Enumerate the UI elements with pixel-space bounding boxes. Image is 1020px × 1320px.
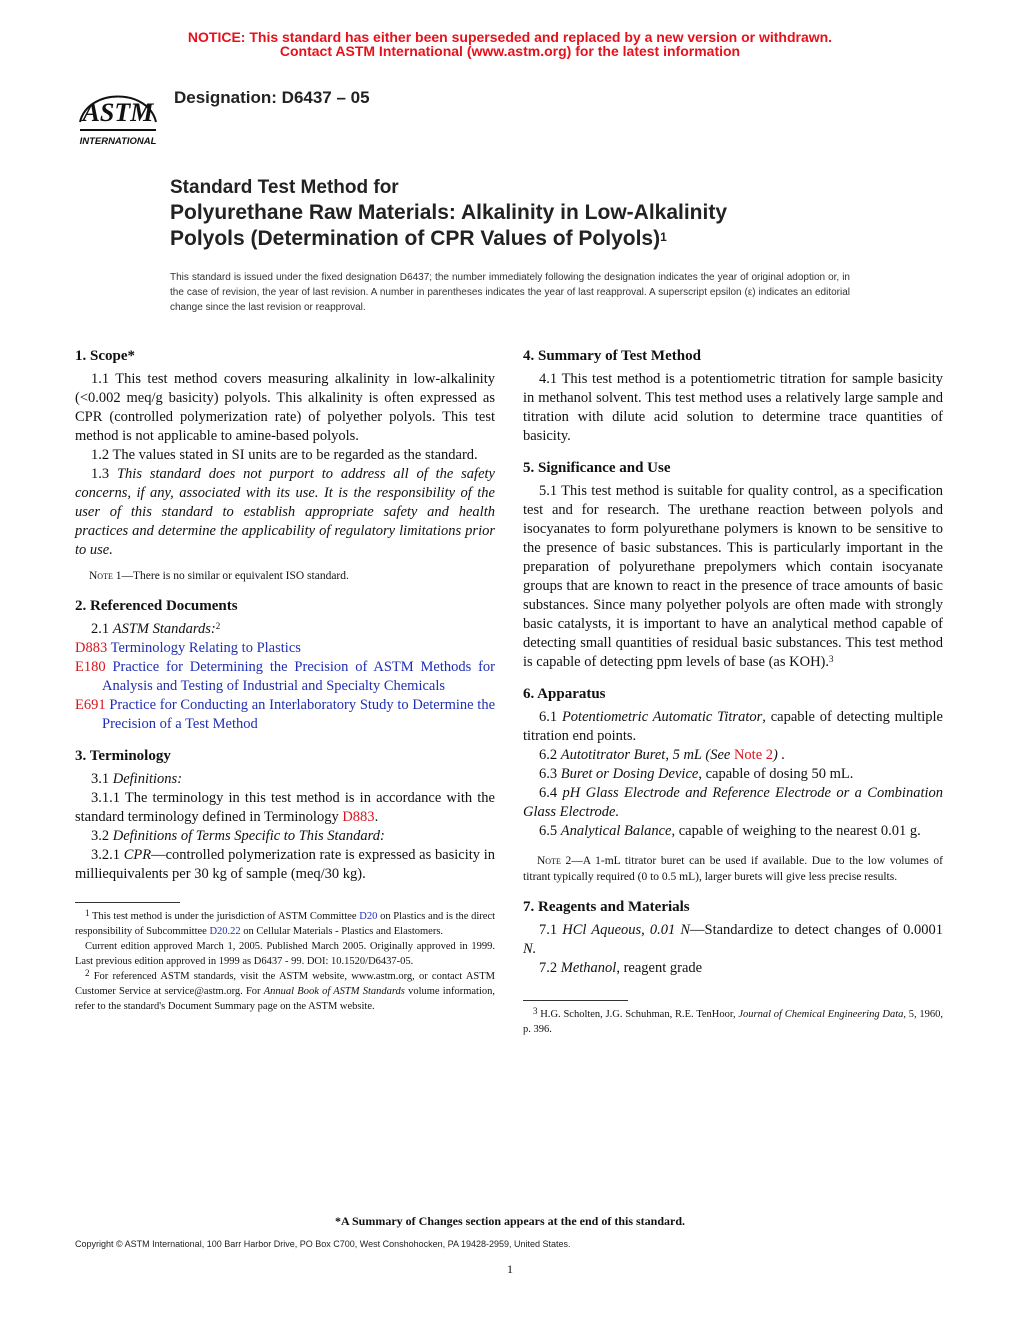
summary-heading: 4. Summary of Test Method (523, 348, 701, 364)
note-2-link[interactable]: Note 2 (733, 747, 773, 763)
section-scope (75, 346, 495, 584)
issued-statement: This standard is issued under the fixed designation D6437; the number immediately following the designation indicates the year of original adoption or, in the case of revision, the year of last revision. A number in parentheses indicates the year of last reapproval. A superscript epsilon (ε) indicates an editorial change since the last revision or reapproval. (170, 272, 850, 313)
apparatus-6-1: 6.1 Potentiometric Automatic Titrator, capable of detecting multiple titration end points. (523, 709, 943, 744)
scope-1-3: 1.3 This standard does not purport to address all of the safety concerns, if any, associated with its use. It is the responsibility of the user of this standard to establish appropriate safety and health practices and determine the applicability of regulatory limitations prior to use. (75, 466, 495, 558)
scope-1-1: 1.1 This test method covers measuring alkalinity in low-alkalinity (<0.002 meq/g basicity) polyols. This alkalinity is often expressed as CPR (controlled polymerization rate) of polyether polyols. This test method is not applicable to amine-based polyols. (75, 371, 495, 444)
apparatus-6-5: 6.5 Analytical Balance, capable of weighing to the nearest 0.01 g. (539, 823, 921, 839)
section-significance (523, 458, 943, 672)
scope-heading: 1. Scope* (75, 348, 135, 364)
summary-4-1: 4.1 This test method is a potentiometric titration for sample basicity in methanol solvent. This test method uses a relatively large sample and titration with dilute acid solution to determine trace quantities of basicity. (523, 371, 943, 444)
section-terminology (75, 746, 495, 884)
notice-line-1: NOTICE: This standard has either been superseded and replaced by a new version or withdrawn. (187, 29, 833, 45)
reagents-7-2: 7.2 Methanol, reagent grade (539, 960, 703, 976)
note-2: Note 2—A 1-mL titrator buret can be used if available. Due to the low volumes of titrant typically required (0 to 0.5 mL), larger burets will give less precise results. (523, 855, 944, 883)
ref-d883[interactable]: D883 Terminology Relating to Plastics (75, 640, 301, 656)
footnote-rule-left (75, 902, 180, 903)
apparatus-6-2: 6.2 Autotitrator Buret, 5 mL (See Note 2) . (539, 747, 786, 763)
significance-heading: 5. Significance and Use (523, 460, 671, 476)
terminology-3-2-1: 3.2.1 CPR—controlled polymerization rate is expressed as basicity in milliequivalents per 30 kg of sample (meq/30 kg). (75, 847, 496, 882)
apparatus-6-4: 6.4 pH Glass Electrode and Reference Electrode or a Combination Glass Electrode. (523, 785, 944, 820)
left-column (75, 346, 495, 1014)
terminology-d883-link[interactable]: D883 (342, 809, 375, 825)
section-summary (523, 346, 943, 446)
logo-subtext: INTERNATIONAL (79, 136, 157, 147)
footnotes-right (523, 1007, 943, 1037)
apparatus-heading: 6. Apparatus (523, 686, 606, 702)
footnote-3: $^3$ H.G. Scholten, J.G. Schuhman, R.E. TenHoor, Journal of Chemical Engineering Data, 5, 1960, p. 396. (523, 1006, 944, 1035)
terminology-3-1: 3.1 Definitions: (91, 771, 183, 787)
copyright: Copyright © ASTM International, 100 Barr Harbor Drive, PO Box C700, West Conshohocken, PA 19428-2959, United States. (75, 1239, 571, 1249)
section-referenced (75, 596, 495, 734)
page-number: 1 (507, 1262, 513, 1276)
designation: Designation: D6437 – 05 (174, 88, 370, 107)
referenced-heading: 2. Referenced Documents (75, 598, 238, 614)
logo-text: ASTM (82, 98, 154, 127)
title-line-2: Polyurethane Raw Materials: Alkalinity in Low-Alkalinity (170, 201, 728, 224)
right-column (523, 346, 943, 1037)
referenced-2-1: 2.1 ASTM Standards:$^2$ (91, 621, 221, 637)
section-apparatus (523, 684, 943, 885)
notice-line-2: Contact ASTM International (www.astm.org) for the latest information (279, 43, 741, 59)
title-footnote-mark: 1 (660, 230, 667, 244)
title-line-3: Polyols (Determination of CPR Values of Polyols)$^1$ (170, 227, 667, 250)
section-reagents (523, 897, 943, 978)
ref-e180[interactable]: E180 Practice for Determining the Precision of ASTM Methods for Analysis and Testing of Industrial and Specialty Chemicals (75, 659, 495, 694)
footnote-2: $^2$ For referenced ASTM standards, visit the ASTM website, www.astm.org, or contact ASTM Customer Service at service@astm.org. For Annual Book of ASTM Standards volume information, refer to the standard's Document Summary page on the ASTM website. (75, 968, 496, 1012)
summary-of-changes-note: *A Summary of Changes section appears at the end of this standard. (334, 1214, 686, 1228)
footnote-rule-right (523, 1000, 628, 1001)
terminology-3-1-1: 3.1.1 The terminology in this test method is in accordance with the standard terminology defined in Terminology D883. (75, 790, 495, 825)
terminology-heading: 3. Terminology (75, 748, 171, 764)
scope-1-2: 1.2 The values stated in SI units are to be regarded as the standard. (91, 447, 478, 463)
ref-e691[interactable]: E691 Practice for Conducting an Interlaboratory Study to Determine the Precision of a Test Method (75, 697, 496, 732)
footnote-1-edition: Current edition approved March 1, 2005. Published March 2005. Originally approved in 1999. Last previous edition approved in 1999 as D6437 - 99. DOI: 10.1520/D6437-05. (75, 941, 495, 967)
title-line-1: Standard Test Method for (170, 177, 399, 198)
note-1: Note 1—There is no similar or equivalent ISO standard. (89, 570, 349, 582)
footnote-1: $^1$ This test method is under the jurisdiction of ASTM Committee D20 on Plastics and is the direct responsibility of Subcommittee D20.22 on Cellular Materials - Plastics and Elastomers. (75, 908, 496, 937)
apparatus-6-3: 6.3 Buret or Dosing Device, capable of dosing 50 mL. (539, 766, 854, 782)
astm-logo-icon (74, 78, 162, 150)
terminology-3-2: 3.2 Definitions of Terms Specific to This Standard: (91, 828, 385, 844)
reagents-heading: 7. Reagents and Materials (523, 899, 690, 915)
significance-5-1: 5.1 This test method is suitable for quality control, as a specification test and for research. The urethane reaction between polyols and isocyanates to form polyurethane polymers is known to be sensitive to the presence of basic substances. This is particularly important in the preparation of polyurethane prepolymers which contain isocyanate groups that are known to react in the presence of trace amounts of basic substances. Since many polyether polyols are often made with strongly basic catalysts, it is important to have an analytical method capable of detecting small quantities of residual basic substances. This test method is capable of detecting ppm levels of base (as KOH).$^3$ (523, 483, 943, 670)
reagents-7-1: 7.1 HCl Aqueous, 0.01 N—Standardize to detect changes of 0.0001 N. (523, 922, 943, 957)
footnotes-left (75, 909, 495, 1014)
document-title (170, 176, 727, 252)
